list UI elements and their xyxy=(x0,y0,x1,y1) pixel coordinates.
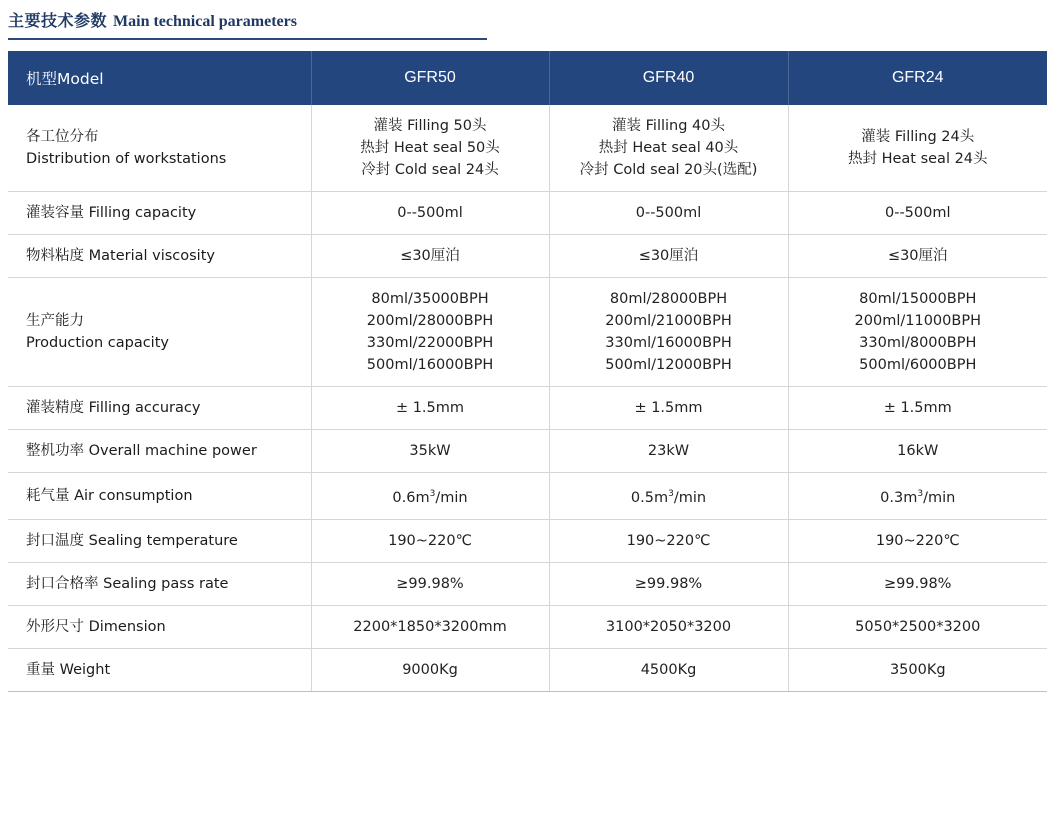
cell-gfr24 xyxy=(788,562,1047,605)
cell-gfr24 xyxy=(788,430,1047,473)
cell-line: 4500Kg xyxy=(640,661,697,678)
specifications-table-wrapper xyxy=(8,51,1047,692)
cell-line: 热封 Heat seal 40头 xyxy=(598,140,739,156)
cell-line: 重量 Weight xyxy=(26,661,111,678)
row-label xyxy=(8,278,311,387)
cell-line: 190~220℃ xyxy=(388,532,472,549)
page-title xyxy=(8,8,487,40)
cell-line: 2200*1850*3200mm xyxy=(353,618,507,635)
cell-line: ≥99.98% xyxy=(884,575,952,592)
cell-line: 200ml/28000BPH xyxy=(366,313,494,329)
cell-gfr24 xyxy=(788,648,1047,691)
row-label xyxy=(8,430,311,473)
cell-line: 3100*2050*3200 xyxy=(605,618,732,635)
cell-gfr50 xyxy=(311,605,549,648)
cell-gfr40 xyxy=(549,605,788,648)
cell-gfr40 xyxy=(549,473,788,520)
cell-gfr40 xyxy=(549,278,788,387)
cell-line: 23kW xyxy=(647,443,690,459)
table-row xyxy=(8,648,1047,691)
cell-line: 500ml/6000BPH xyxy=(859,357,977,373)
cell-gfr50 xyxy=(311,519,549,562)
cell-line: ± 1.5mm xyxy=(395,400,465,416)
row-label xyxy=(8,519,311,562)
table-row xyxy=(8,235,1047,278)
cell-line: 冷封 Cold seal 24头 xyxy=(361,162,499,178)
cell-line: ± 1.5mm xyxy=(634,400,703,416)
cell-line: 物料粘度 Material viscosity xyxy=(26,248,215,264)
cell-line: $0.6m^3/\min$ xyxy=(392,489,468,506)
cell-gfr24 xyxy=(788,519,1047,562)
column-header-gfr24: GFR24 xyxy=(788,51,1047,105)
cell-line: 80ml/15000BPH xyxy=(859,291,977,307)
row-label xyxy=(8,105,311,192)
table-row xyxy=(8,192,1047,235)
cell-line: 灌装容量 Filling capacity xyxy=(26,205,197,221)
cell-gfr40 xyxy=(549,519,788,562)
cell-line: ± 1.5mm xyxy=(883,400,952,416)
cell-gfr24 xyxy=(788,278,1047,387)
table-row xyxy=(8,430,1047,473)
row-label xyxy=(8,473,311,520)
cell-line: 200ml/11000BPH xyxy=(854,313,981,329)
row-label xyxy=(8,387,311,430)
cell-line: 3500Kg xyxy=(889,661,946,678)
cell-line: 0--500ml xyxy=(397,205,463,221)
table-body xyxy=(8,105,1047,691)
cell-line: 5050*2500*3200 xyxy=(855,618,981,635)
cell-line: Production capacity xyxy=(26,335,169,351)
cell-gfr40 xyxy=(549,430,788,473)
cell-line: 80ml/28000BPH xyxy=(609,291,728,307)
cell-line: 生产能力 xyxy=(26,313,84,329)
page-title-cn: 主要技术参数 xyxy=(8,11,108,30)
cell-gfr24 xyxy=(788,192,1047,235)
column-header-gfr50: GFR50 xyxy=(311,51,549,105)
cell-line: $0.3m^3/\min$ xyxy=(880,489,956,506)
cell-gfr24 xyxy=(788,105,1047,192)
cell-line: Distribution of workstations xyxy=(26,151,227,167)
cell-line: 外形尺寸 Dimension xyxy=(26,618,166,635)
cell-line: ≤30厘泊 xyxy=(400,248,460,264)
table-row xyxy=(8,387,1047,430)
table-row xyxy=(8,519,1047,562)
page-title-en: Main technical parameters xyxy=(113,13,297,30)
specifications-table xyxy=(8,51,1047,692)
page-title-area xyxy=(0,0,1055,40)
cell-gfr24 xyxy=(788,605,1047,648)
cell-line: 灌装精度 Filling accuracy xyxy=(26,400,201,416)
cell-gfr50 xyxy=(311,562,549,605)
cell-gfr40 xyxy=(549,387,788,430)
cell-gfr50 xyxy=(311,473,549,520)
cell-line: 9000Kg xyxy=(402,661,458,678)
cell-line: 500ml/16000BPH xyxy=(366,357,494,373)
cell-line: 灌装 Filling 40头 xyxy=(612,118,725,134)
cell-gfr24 xyxy=(788,387,1047,430)
table-header-row xyxy=(8,51,1047,105)
cell-line: ≥99.98% xyxy=(396,575,464,592)
cell-line: 灌装 Filling 24头 xyxy=(861,129,975,145)
cell-line: 16kW xyxy=(897,443,939,459)
cell-line: 冷封 Cold seal 20头(选配) xyxy=(579,162,758,178)
cell-gfr50 xyxy=(311,192,549,235)
cell-gfr50 xyxy=(311,387,549,430)
cell-line: 0--500ml xyxy=(635,205,702,221)
cell-gfr50 xyxy=(311,278,549,387)
cell-line: $0.5m^3/\min$ xyxy=(630,489,707,506)
cell-gfr50 xyxy=(311,648,549,691)
cell-gfr50 xyxy=(311,105,549,192)
cell-gfr50 xyxy=(311,235,549,278)
cell-line: 330ml/22000BPH xyxy=(366,335,494,351)
table-header xyxy=(8,51,1047,105)
cell-line: 80ml/35000BPH xyxy=(371,291,489,307)
cell-line: 330ml/16000BPH xyxy=(605,335,732,351)
cell-line: 500ml/12000BPH xyxy=(605,357,732,373)
table-row xyxy=(8,605,1047,648)
cell-gfr24 xyxy=(788,235,1047,278)
cell-gfr40 xyxy=(549,648,788,691)
row-label xyxy=(8,648,311,691)
table-row xyxy=(8,473,1047,520)
cell-line: 封口温度 Sealing temperature xyxy=(26,532,238,549)
cell-line: 封口合格率 Sealing pass rate xyxy=(26,575,229,592)
column-header-model: 机型Model xyxy=(8,51,311,105)
row-label xyxy=(8,562,311,605)
cell-line: 190~220℃ xyxy=(875,532,960,549)
cell-line: 耗气量 Air consumption xyxy=(26,487,193,504)
table-row xyxy=(8,278,1047,387)
cell-line: ≤30厘泊 xyxy=(887,248,948,264)
cell-gfr40 xyxy=(549,235,788,278)
cell-line: 整机功率 Overall machine power xyxy=(26,443,257,459)
cell-line: 0--500ml xyxy=(884,205,951,221)
cell-gfr24 xyxy=(788,473,1047,520)
cell-gfr50 xyxy=(311,430,549,473)
cell-line: ≥99.98% xyxy=(634,575,703,592)
row-label xyxy=(8,192,311,235)
table-row xyxy=(8,105,1047,192)
cell-line: 各工位分布 xyxy=(26,129,99,145)
cell-line: 330ml/8000BPH xyxy=(859,335,977,351)
row-label xyxy=(8,605,311,648)
cell-line: 190~220℃ xyxy=(626,532,711,549)
cell-line: 热封 Heat seal 24头 xyxy=(847,151,988,167)
table-row xyxy=(8,562,1047,605)
cell-gfr40 xyxy=(549,192,788,235)
cell-line: 灌装 Filling 50头 xyxy=(373,118,487,134)
cell-gfr40 xyxy=(549,105,788,192)
column-header-gfr40: GFR40 xyxy=(549,51,788,105)
cell-line: ≤30厘泊 xyxy=(638,248,699,264)
cell-gfr40 xyxy=(549,562,788,605)
cell-line: 35kW xyxy=(409,443,451,459)
row-label xyxy=(8,235,311,278)
cell-line: 热封 Heat seal 50头 xyxy=(360,140,500,156)
cell-line: 200ml/21000BPH xyxy=(605,313,732,329)
